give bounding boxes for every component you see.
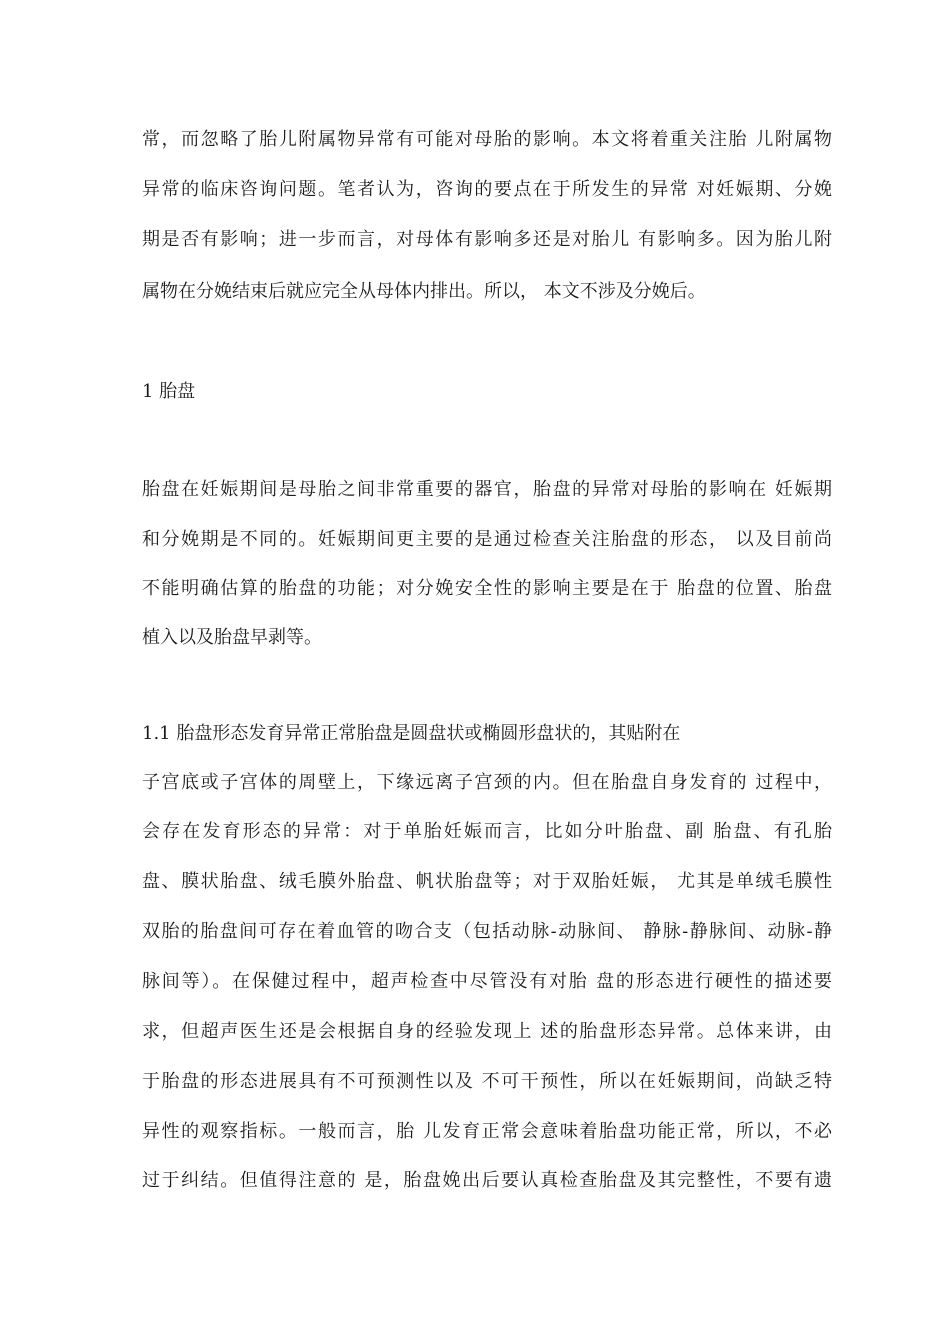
paragraph-3-line: 于胎盘的形态进展具有不可预测性以及 不可干预性，所以在妊娠期间，尚缺乏特 [142,1071,832,1092]
paragraph-2-line: 和分娩期是不同的。妊娠期间更主要的是通过检查关注胎盘的形态， 以及目前尚 [142,529,832,550]
paragraph-1-line: 常，而忽略了胎儿附属物异常有可能对母胎的影响。本文将着重关注胎 儿附属物 [142,129,832,150]
paragraph-3-line: 盘、膜状胎盘、绒毛膜外胎盘、帆状胎盘等；对于双胎妊娠， 尤其是单绒毛膜性 [142,871,832,892]
paragraph-2-line: 胎盘在妊娠期间是母胎之间非常重要的器官，胎盘的异常对母胎的影响在 妊娠期 [142,479,832,500]
paragraph-3-line: 过于纠结。但值得注意的 是，胎盘娩出后要认真检查胎盘及其完整性，不要有遗 [142,1170,832,1191]
paragraph-3-line: 子宫底或子宫体的周壁上，下缘远离子宫颈的内。但在胎盘自身发育的 过程中， [142,772,832,793]
paragraph-3-line: 求，但超声医生还是会根据自身的经验发现上 述的胎盘形态异常。总体来讲，由 [142,1021,832,1042]
paragraph-3-line: 双胎的胎盘间可存在着血管的吻合支（包括动脉-动脉间、 静脉-静脉间、动脉-静 [142,921,832,942]
paragraph-1-line: 属物在分娩结束后就应完全从母体内排出。所以， 本文不涉及分娩后。 [142,281,706,302]
paragraph-3-line: 会存在发育形态的异常：对于单胎妊娠而言，比如分叶胎盘、副 胎盘、有孔胎 [142,821,832,842]
paragraph-2-line: 不能明确估算的胎盘的功能；对分娩安全性的影响主要是在于 胎盘的位置、胎盘 [142,578,832,599]
subsection-heading-placenta-morphology: 1.1 胎盘形态发育异常正常胎盘是圆盘状或椭圆形盘状的，其贴附在 [142,723,681,744]
paragraph-2-line: 植入以及胎盘早剥等。 [142,627,322,648]
paragraph-3-line: 异性的观察指标。一般而言，胎 儿发育正常会意味着胎盘功能正常，所以，不必 [142,1121,832,1142]
paragraph-1-line: 异常的临床咨询问题。笔者认为，咨询的要点在于所发生的异常 对妊娠期、分娩 [142,179,832,200]
paragraph-3-line: 脉间等）。在保健过程中，超声检查中尽管没有对胎 盘的形态进行硬性的描述要 [142,971,832,992]
paragraph-1-line: 期是否有影响；进一步而言，对母体有影响多还是对胎儿 有影响多。因为胎儿附 [142,229,832,250]
section-heading-placenta: 1 胎盘 [142,381,196,402]
